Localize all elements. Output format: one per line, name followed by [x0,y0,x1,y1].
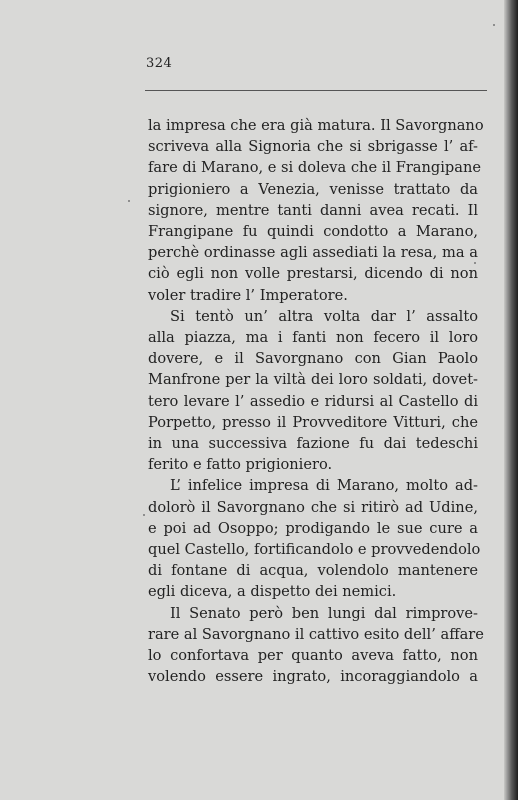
page-edge-shadow [504,0,518,800]
paper-speck [474,262,476,264]
body-text [148,115,484,687]
text-line: dolorò il Savorgnano che si ritirò ad Udine, [148,498,478,516]
text-line: Porpetto, presso il Provveditore Vitturi, che [148,413,478,431]
text-line: L’ infelice impresa di Marano, molto ad- [170,477,478,495]
page-number: 324 [146,56,173,71]
text-line: in una successiva fazione fu dai tedeschi [148,435,478,453]
header-rule [145,90,487,91]
text-line: scriveva alla Signoria che si sbrigasse l’ af- [148,138,478,156]
text-line: ferito e fatto prigioniero. [148,456,333,474]
text-line: ciò egli non volle prestarsi, dicendo di non [148,265,478,283]
text-line: Frangipane fu quindi condotto a Marano, [148,223,478,241]
text-line: dovere, e il Savorgnano con Gian Paolo [148,350,478,368]
text-line: perchè ordinasse agli assediati la resa, ma a [148,244,478,262]
text-line: quel Castello, fortificandolo e provvedendolo [148,541,481,559]
text-line: Si tentò un’ altra volta dar l’ assalto [170,307,478,325]
text-line: alla piazza, ma i fanti non fecero il loro [148,329,478,347]
text-line: tero levare l’ assedio e ridursi al Castello di [148,392,478,410]
text-line: voler tradire l’ Imperatore. [148,286,348,304]
text-line: egli diceva, a dispetto dei nemici. [148,583,397,601]
text-line: volendo essere ingrato, incoraggiandolo a [148,668,478,686]
text-line: signore, mentre tanti danni avea recati. Il [148,201,478,219]
text-line: Il Senato però ben lungi dal rimprove- [170,604,478,622]
text-line: di fontane di acqua, volendolo mantenere [148,562,478,580]
text-line: e poi ad Osoppo; prodigando le sue cure a [148,519,478,537]
paper-speck [493,24,495,26]
text-line: Manfrone per la viltà dei loro soldati, dovet- [148,371,478,389]
text-line: rare al Savorgnano il cattivo esito dell’ affare [148,625,484,643]
text-line: lo confortava per quanto aveva fatto, non [148,647,478,665]
paper-speck [128,200,130,202]
text-line: la impresa che era già matura. Il Savorgnano [148,117,484,134]
paper-speck [143,514,145,516]
text-line: prigioniero a Venezia, venisse trattato da [148,180,478,198]
text-line: fare di Marano, e si doleva che il Frangipane [148,159,481,177]
